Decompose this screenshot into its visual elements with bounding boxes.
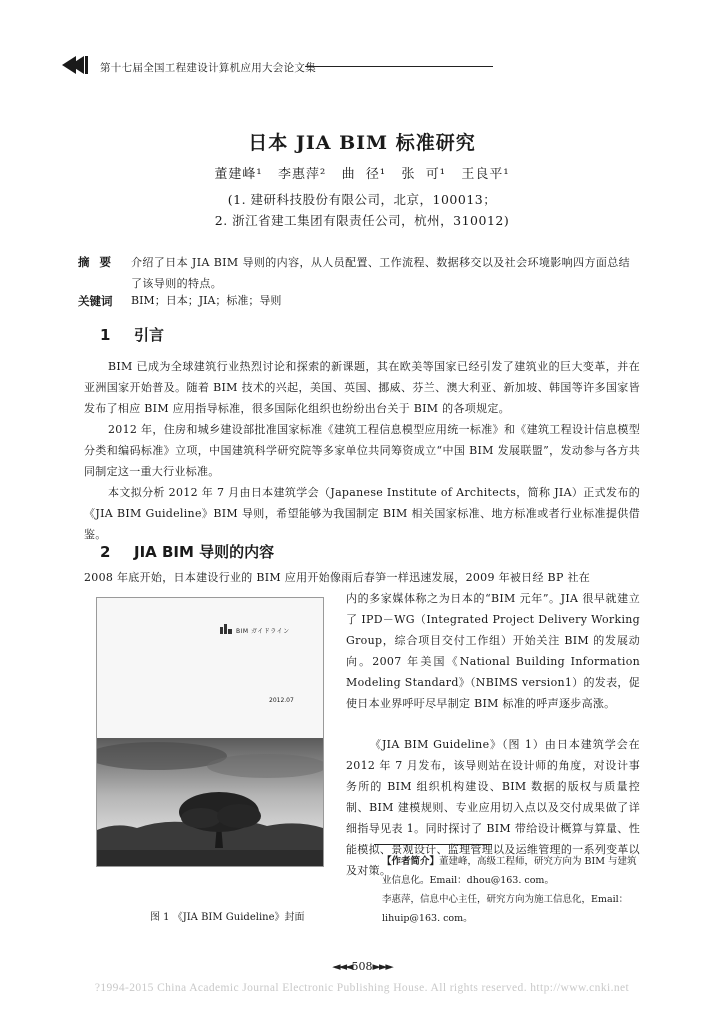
journal-header-icon — [62, 55, 92, 75]
keywords-text: BIM；日本；JIA；标准；导则 — [131, 294, 282, 307]
page-number — [0, 960, 724, 973]
figure-1-cover — [96, 597, 324, 867]
page-ornament-right-icon: ►►► — [372, 960, 392, 973]
journal-header: 第十七届全国工程建设计算机应用大会论文集 — [100, 62, 316, 74]
section-2-heading — [100, 541, 274, 562]
author-note-label: 【作者简介】 — [382, 856, 440, 867]
jia-logo-icon — [220, 624, 232, 634]
section-title: JIA BIM 导则的内容 — [134, 543, 275, 561]
paper-authors: 董建峰¹ 李惠萍² 曲 径¹ 张 可¹ 王良平¹ — [214, 167, 510, 182]
author-note-1 — [382, 852, 640, 890]
author-note-3: lihuip@163. com。 — [382, 913, 473, 924]
paper-title: 日本 JIA BIM 标准研究 — [248, 132, 476, 154]
abstract-label: 摘要 — [78, 255, 121, 269]
section-title: 引言 — [134, 326, 165, 344]
abstract-text: 介绍了日本 JIA BIM 导则的内容，从人员配置、工作流程、数据移交以及社会环境影响四方面总结了该导则的特点。 — [131, 256, 631, 290]
cover-landscape-photo — [97, 738, 323, 866]
author-note-2: 李惠萍，信息中心主任，研究方向为施工信息化，Email： — [382, 894, 629, 905]
section-1-paragraph-2: 2012 年，住房和城乡建设部批准国家标准《建筑工程信息模型应用统一标准》和《建筑工程设计信息模型分类和编码标准》立项，中国建筑科学研究院等多家单位共同筹资成立“中国 BIM 发展联盟”，发动参与各方共同制定这一重大行业标准。 — [84, 423, 640, 478]
section-2-paragraph-1-line-1: 2008 年底开始，日本建设行业的 BIM 应用开始像雨后春笋一样迅速发展，2009 年被日经 BP 社在 — [84, 571, 591, 584]
footnote-rule — [374, 844, 492, 845]
cover-date: 2012.07 — [269, 697, 294, 704]
page-ornament-left-icon: ◄◄◄ — [332, 960, 352, 973]
section-2-paragraph-2: 《JIA BIM Guideline》（图 1）由日本建筑学会在 2012 年 7 月发布，该导则站在设计师的角度，对设计事务所的 BIM 组织机构建设、BIM 数据的版权与质量控制、BIM 建模规则、专业应用切入点以及交付成果做了详细指导见表 1。同时探讨了 BIM 带给设计概算与算量、性能模拟、景观设计、监理管理以及运维管理的一系列变革以及对策。 — [346, 738, 640, 877]
author-note-text: 董建峰，高级工程师，研究方向为 BIM 与建筑业信息化。Email：dhou@163. com。 — [382, 856, 637, 886]
affiliation-1: (1. 建研科技股份有限公司，北京，100013； — [227, 192, 497, 207]
affiliation-2: 2. 浙江省建工集团有限责任公司，杭州，310012) — [214, 213, 510, 228]
cover-title: BIM ガイドライン — [236, 628, 290, 635]
keywords-label: 关键词 — [78, 294, 113, 308]
copyright-footer: ?1994-2015 China Academic Journal Electronic Publishing House. All rights reserved. http://www.cnki.net — [94, 982, 630, 994]
section-number: 1 — [100, 326, 111, 344]
section-number: 2 — [100, 543, 111, 561]
section-1-paragraph-3: 本文拟分析 2012 年 7 月由日本建筑学会（Japanese Institute of Architects，简称 JIA）正式发布的《JIA BIM Guideline》BIM 导则，希望能够为我国制定 BIM 相关国家标准、地方标准或者行业标准提供借鉴。 — [84, 486, 640, 541]
header-rule — [305, 66, 493, 67]
page-number-value: 508 — [351, 960, 373, 973]
section-1-paragraph-1: BIM 已成为全球建筑行业热烈讨论和探索的新课题，其在欧美等国家已经引发了建筑业的巨大变革，并在亚洲国家开始普及。随着 BIM 技术的兴起，美国、英国、挪威、芬兰、澳大利亚、新加坡、韩国等许多国家皆发布了相应 BIM 应用指导标准，很多国际化组织也纷纷出台关于 BIM 的各项规定。 — [84, 360, 640, 415]
figure-1-caption: 图 1 《JIA BIM Guideline》封面 — [150, 912, 305, 923]
section-1-heading — [100, 324, 164, 345]
section-2-paragraph-1: 内的多家媒体称之为日本的“BIM 元年”。JIA 很早就建立了 IPD－WG（Integrated Project Delivery Working Group，综合项目交付工作组）开始关注 BIM 的发展动向。2007 年美国《National Building Information Modeling Standard》（NBIMS version1）的发表，促使日本业界呼吁尽早制定 BIM 标准的呼声逐步高涨。 — [346, 592, 640, 710]
